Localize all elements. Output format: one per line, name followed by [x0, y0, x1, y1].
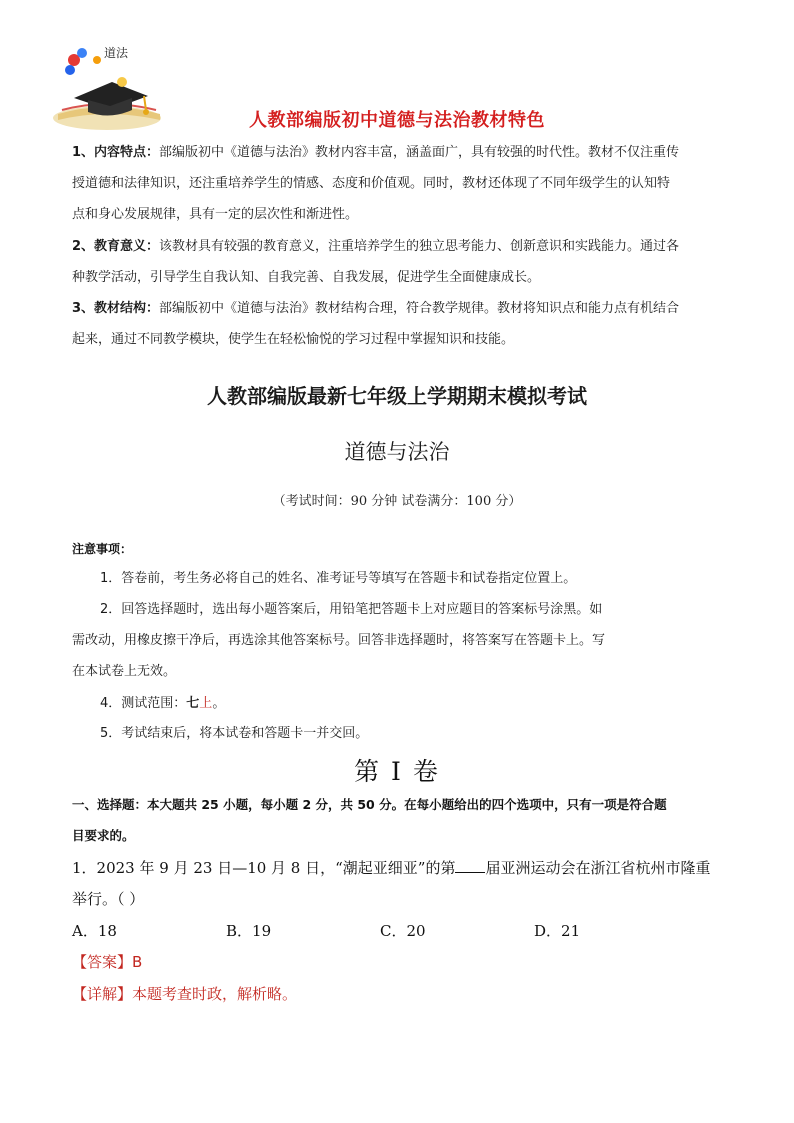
answer-value: B — [132, 953, 143, 971]
feature-3 — [72, 293, 724, 355]
feature-text: 起来，通过不同教学模块，使学生在轻松愉悦的学习过程中掌握知识和技能。 — [72, 332, 515, 347]
logo-label: 道法 — [104, 46, 129, 60]
detail-text: 本题考查时政，解析略。 — [132, 985, 298, 1003]
detail-line — [72, 983, 297, 1004]
option-c: C．20 — [380, 922, 426, 940]
question-stem: 1．2023 年 9 月 23 日—10 月 8 日，“潮起亚细亚”的第 — [72, 859, 456, 877]
notice-item-4-scope-red: 上 — [199, 696, 213, 711]
feature-heading: 2、教育意义： — [72, 239, 160, 254]
section-instructions — [72, 789, 724, 851]
notice-item-1: 1．答卷前，考生务必将自己的姓名、准考证号等填写在答题卡和试卷指定位置上。 — [100, 571, 577, 586]
feature-text: 授道德和法律知识，还注重培养学生的情感、态度和价值观。同时，教材还体现了不同年级学生的认知特 — [72, 176, 671, 191]
feature-text: 部编版初中《道德与法治》教材内容丰富，涵盖面广，具有较强的时代性。教材不仅注重传 — [159, 145, 680, 160]
notice-item-4-suffix: 。 — [212, 696, 226, 711]
option-b: B．19 — [226, 922, 272, 940]
exam-info: （考试时间：90 分钟 试卷满分：100 分） — [272, 494, 522, 509]
exam-title: 人教部编版最新七年级上学期期末模拟考试 — [207, 384, 587, 408]
feature-text: 点和身心发展规律，具有一定的层次性和渐进性。 — [72, 207, 359, 222]
option-d: D．21 — [534, 922, 581, 940]
feature-text: 种教学活动，引导学生自我认知、自我完善、自我发展，促进学生全面健康成长。 — [72, 270, 541, 285]
notice-item-2-cont: 在本试卷上无效。 — [72, 664, 177, 679]
question-stem: 届亚洲运动会在浙江省杭州市隆重 — [485, 859, 711, 877]
feature-text: 部编版初中《道德与法治》教材结构合理，符合教学规律。教材将知识点和能力点有机结合 — [159, 301, 680, 316]
answer-label: 【答案】 — [72, 953, 133, 971]
feature-heading: 3、教材结构： — [72, 301, 160, 316]
detail-label: 【详解】 — [72, 985, 133, 1003]
notice-item-2-cont: 需改动，用橡皮擦干净后，再选涂其他答案标号。回答非选择题时，将答案写在答题卡上。写 — [72, 633, 606, 648]
question-stem-cont: 举行。（ ） — [72, 890, 145, 908]
notice-item-4-prefix: 4．测试范围： — [100, 696, 187, 711]
feature-1 — [72, 137, 724, 230]
feature-2 — [72, 231, 724, 293]
notice-item-5: 5．考试结束后，将本试卷和答题卡一并交回。 — [100, 726, 369, 741]
feature-heading: 1、内容特点： — [72, 145, 160, 160]
option-a: A．18 — [72, 922, 117, 940]
banner-title: 人教部编版初中道德与法治教材特色 — [249, 110, 545, 131]
notice-item-2: 2．回答选择题时，选出每小题答案后，用铅笔把答题卡上对应题目的答案标号涂黑。如 — [100, 602, 603, 617]
question-1 — [72, 853, 732, 915]
answer-line — [72, 951, 142, 972]
feature-text: 该教材具有较强的教育意义，注重培养学生的独立思考能力、创新意识和实践能力。通过各 — [159, 239, 680, 254]
section-line: 一、选择题：本大题共 25 小题，每小题 2 分，共 50 分。在每小题给出的四个选项中，只有一项是符合题 — [72, 797, 667, 812]
section-line: 目要求的。 — [72, 828, 135, 843]
notice-item-4-scope: 七 — [186, 696, 200, 711]
notice-item-4 — [100, 692, 225, 711]
exam-subject: 道德与法治 — [344, 440, 450, 464]
answer-blank — [455, 858, 485, 873]
notice-heading: 注意事项： — [72, 542, 133, 556]
volume-heading: 第 I 卷 — [354, 757, 440, 786]
